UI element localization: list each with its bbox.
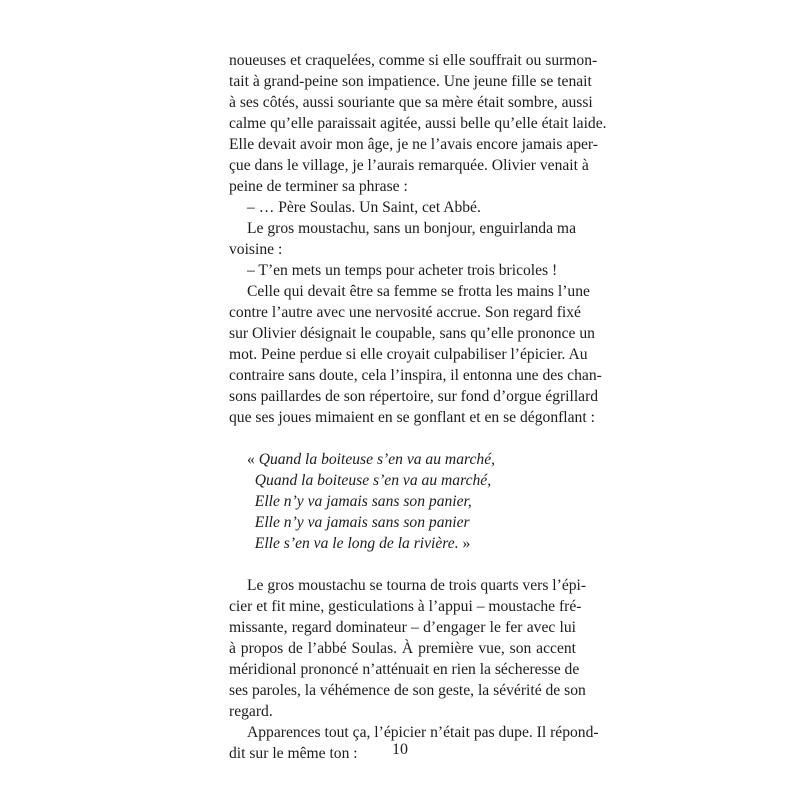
text-line: sons paillardes de son répertoire, sur fond d’orgue égrillard: [229, 388, 599, 405]
paragraph-4: [229, 575, 587, 722]
text-line: contraire sans doute, cela l’inspira, il entonna une des chan-: [229, 367, 602, 384]
verse-line: [229, 533, 576, 554]
verse-text: Quand la boiteuse s’en va au marché,: [258, 451, 496, 468]
text-line: missante, regard dominateur – d’engager le fer avec lui: [229, 619, 576, 636]
text-line: ses paroles, la véhémence de son geste, la sévérité de son: [229, 682, 586, 699]
spacer: [229, 428, 576, 449]
paragraph-3: [229, 281, 602, 428]
dialogue-line: – … Père Soulas. Un Saint, cet Abbé.: [247, 199, 481, 216]
text-line: cier et fit mine, gesticulations à l’appui – moustache fré-: [229, 598, 582, 615]
text-line: que ses joues mimaient en se gonflant et en se dégonflant :: [229, 409, 595, 426]
text-line: calme qu’elle paraissait agitée, aussi belle qu’elle était laide.: [229, 115, 607, 132]
text-line: voisine :: [229, 241, 283, 258]
spacer: [229, 554, 576, 575]
song-verse: [229, 449, 576, 554]
text-line: sur Olivier désignait le coupable, sans qu’elle prononce un: [229, 325, 595, 342]
dialogue-line: – T’en mets un temps pour acheter trois bricoles !: [247, 262, 558, 279]
text-line: Elle devait avoir mon âge, je ne l’avais encore jamais aper-: [229, 136, 599, 153]
text-line: tait à grand-peine son impatience. Une jeune fille se tenait: [229, 73, 592, 90]
text-line: contre l’autre avec une nervosité accrue. Son regard fixé: [229, 304, 581, 321]
text-line: dit sur le même ton :: [229, 745, 358, 762]
text-line: Le gros moustachu, sans un bonjour, enguirlanda ma: [247, 220, 576, 237]
text-line: çue dans le village, je l’aurais remarquée. Olivier venait à: [229, 157, 589, 174]
body-text: [229, 50, 607, 764]
text-line: Celle qui devait être sa femme se frotta les mains l’une: [247, 283, 590, 300]
verse-line: [229, 491, 576, 512]
page-number: 10: [392, 741, 408, 758]
text-line: méridional prononcé n’atténuait en rien la sécheresse de: [229, 661, 580, 678]
close-quote: »: [458, 535, 471, 552]
text-line: Apparences tout ça, l’épicier n’était pas dupe. Il répond-: [247, 724, 599, 741]
open-quote: «: [247, 451, 259, 468]
verse-text: Elle s’en va le long de la rivière.: [254, 535, 459, 552]
text-line: Le gros moustachu se tourna de trois quarts vers l’épi-: [247, 577, 587, 594]
verse-text: Quand la boiteuse s’en va au marché,: [254, 472, 492, 489]
paragraph-2: [229, 218, 576, 260]
text-line: noueuses et craquelées, comme si elle souffrait ou surmon-: [229, 52, 598, 69]
text-line: mot. Peine perdue si elle croyait culpabiliser l’épicier. Au: [229, 346, 588, 363]
verse-text: Elle n’y va jamais sans son panier,: [254, 493, 472, 510]
text-line: regard.: [229, 703, 273, 720]
verse-text: Elle n’y va jamais sans son panier: [254, 514, 470, 531]
verse-line: [229, 470, 576, 491]
verse-line: [229, 512, 576, 533]
text-line: peine de terminer sa phrase :: [229, 178, 408, 195]
paragraph-1: [229, 50, 607, 197]
text-line: à propos de l’abbé Soulas. À première vue, son accent: [229, 640, 576, 657]
verse-line: [229, 449, 576, 470]
text-line: à ses côtés, aussi souriante que sa mère était sombre, aussi: [229, 94, 593, 111]
